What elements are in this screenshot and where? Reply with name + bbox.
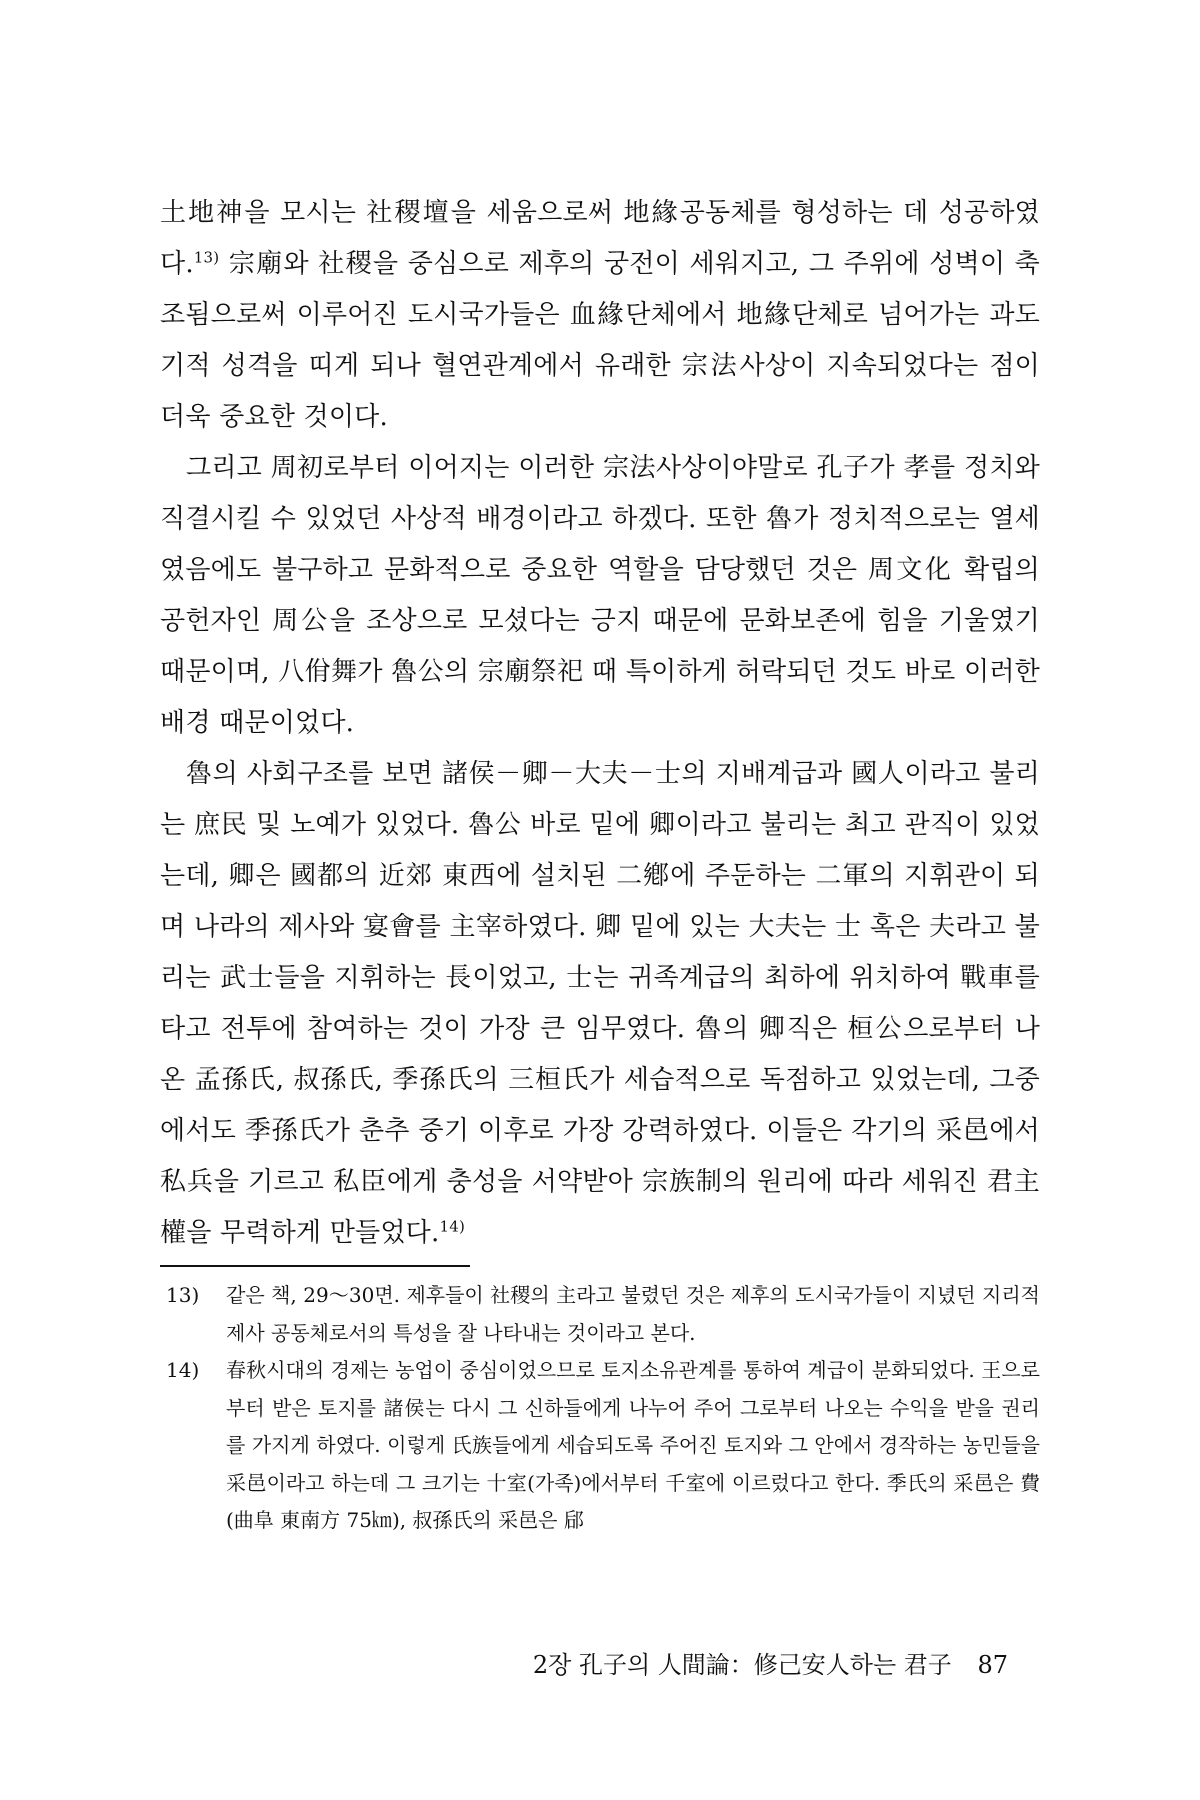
paragraph-3-text: 魯의 사회구조를 보면 諸侯－卿－大夫－士의 지배계급과 國人이라고 불리는 庶民 및 노예가 있었다. 魯公 바로 밑에 卿이라고 불리는 최고 관직이 있었는데, 卿은 國都의 近郊 東西에 설치된 二鄕에 주둔하는 二軍의 지휘관이 되며 나라의 제사와 宴會를 主宰하였다. 卿 밑에 있는 大夫는 士 혹은 夫라고 불리는 武士들을 지휘하는 長이었고, 士는 귀족계급의 최하에 위치하여 戰車를 타고 전투에 참여하는 것이 가장 큰 임무였다. 魯의 卿직은 桓公으로부터 나온 孟孫氏, 叔孫氏, 季孫氏의 三桓氏가 세습적으로 독점하고 있었는데, 그중에서도 季孫氏가 춘추 중기 이후로 가장 강력하였다. 이들은 각기의 采邑에서 私兵을 기르고 私臣에게 충성을 서약받아 宗族制의 원리에 따라 세워진 君主權을 무력하게 만들었다. <box>160 759 1040 1248</box>
paragraph-1 <box>160 188 1040 443</box>
footnote-13 <box>166 1277 1040 1352</box>
running-footer <box>533 1650 1008 1680</box>
footnote-13-mark: 13) <box>166 1283 200 1307</box>
chapter-title: 2장 孔子의 人間論：修己安人하는 君子 <box>532 1651 952 1679</box>
footnote-14 <box>166 1352 1040 1540</box>
paragraph-1-text-continued: 宗廟와 社稷을 중심으로 제후의 궁전이 세워지고, 그 주위에 성벽이 축조됨으로써 이루어진 도시국가들은 血緣단체에서 地緣단체로 넘어가는 과도기적 성격을 띠게 되나 혈연관계에서 유래한 宗法사상이 지속되었다는 점이 더욱 중요한 것이다. <box>160 249 1040 432</box>
footnote-ref-13: 13) <box>193 248 220 267</box>
paragraph-1-text: 土地神을 모시는 社稷壇을 세움으로써 地緣공동체를 형성하는 데 성공하였다. <box>160 198 1040 279</box>
footnote-14-text: 春秋시대의 경제는 농업이 중심이었으므로 토지소유관계를 통하여 계급이 분화되었다. 王으로부터 받은 토지를 諸侯는 다시 그 신하들에게 나누어 주어 그로부터 나오는 수익을 받을 권리를 가지게 하였다. 이렇게 氏族들에게 세습되도록 주어진 토지와 그 안에서 경작하는 농민들을 采邑이라고 하는데 그 크기는 十室(가족)에서부터 千室에 이르렀다고 한다. 季氏의 采邑은 費(曲阜 東南方 75㎞), 叔孫氏의 采邑은 郈 <box>226 1358 1040 1532</box>
footnote-ref-14: 14) <box>439 1217 465 1236</box>
footnote-13-text: 같은 책, 29～30면. 제후들이 社稷의 主라고 불렸던 것은 제후의 도시국가들이 지녔던 지리적 제사 공동체로서의 특성을 잘 나타내는 것이라고 본다. <box>226 1283 1040 1345</box>
body-text <box>160 188 1040 1259</box>
footnote-14-mark: 14) <box>166 1358 200 1382</box>
paragraph-3 <box>160 749 1040 1259</box>
page-number: 87 <box>977 1651 1008 1679</box>
footnote-divider <box>160 1265 470 1267</box>
paragraph-2: 그리고 周初로부터 이어지는 이러한 宗法사상이야말로 孔子가 孝를 정치와 직결시킬 수 있었던 사상적 배경이라고 하겠다. 또한 魯가 정치적으로는 열세였음에도 불구하고 문화적으로 중요한 역할을 담당했던 것은 周文化 확립의 공헌자인 周公을 조상으로 모셨다는 긍지 때문에 문화보존에 힘을 기울였기 때문이며, 八佾舞가 魯公의 宗廟祭祀 때 특이하게 허락되던 것도 바로 이러한 배경 때문이었다. <box>160 453 1040 738</box>
footnotes <box>166 1277 1040 1540</box>
